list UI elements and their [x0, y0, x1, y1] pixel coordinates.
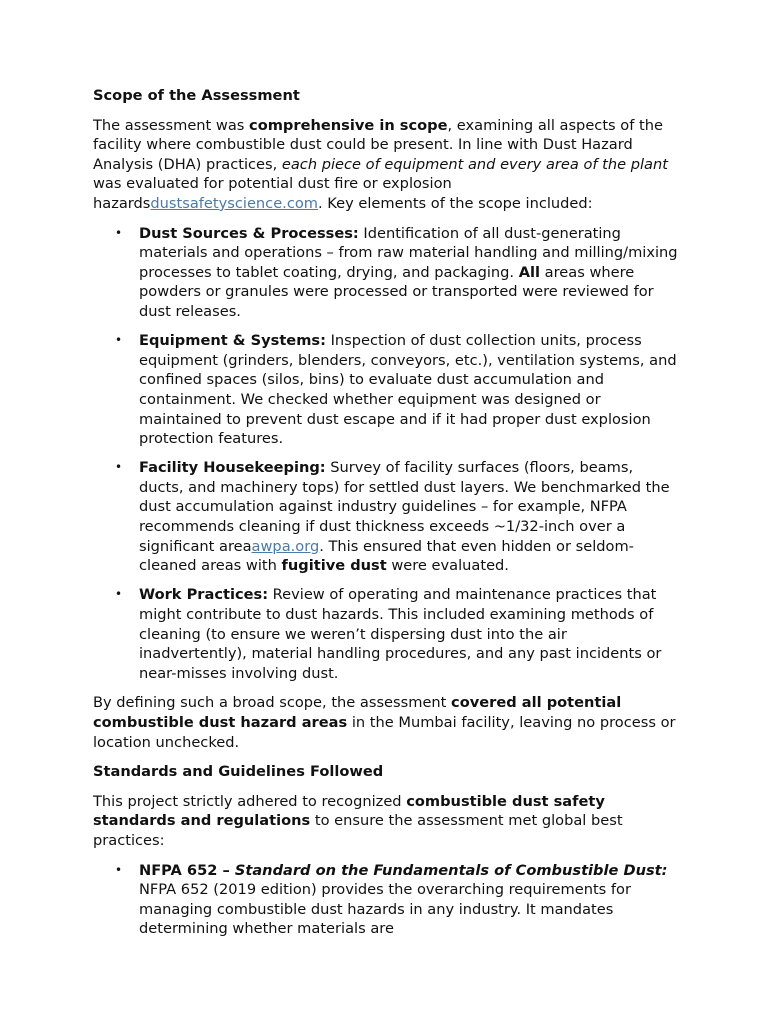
section-heading-scope: Scope of the Assessment	[93, 87, 300, 104]
text-run: Review of operating and maintenance practices that might contribute to dust hazards. This included examining methods of cleaning (to ensure we weren’t dispersing dust into the air inadvertently), material handling procedures, and any past incidents or near-misses involving dust.	[139, 586, 662, 682]
list-item-dust-sources	[115, 224, 678, 322]
awpa-link[interactable]: awpa.org	[251, 537, 320, 555]
list-item-work-practices	[115, 585, 678, 683]
item-label: Facility Housekeeping:	[139, 459, 326, 477]
text-run: , examining all aspects of the facility where combustible dust could be present. In line with Dust Hazard Analysis (DHA) practices,	[93, 116, 663, 173]
text-run: in the Mumbai facility, leaving no process or location unchecked.	[93, 714, 676, 751]
text-run: This project strictly adhered to recognized	[93, 792, 407, 810]
item-label: Dust Sources & Processes:	[139, 224, 359, 242]
bold-run: fugitive dust	[281, 557, 387, 575]
italic-run: each piece of equipment and every area of the plant	[281, 155, 668, 173]
text-run: NFPA 652 (2019 edition) provides the overarching requirements for managing combustible dust hazards in any industry. It mandates determining whether materials are	[139, 881, 631, 938]
section-heading-standards: Standards and Guidelines Followed	[93, 763, 384, 781]
bullet-icon: •	[115, 587, 123, 602]
bullet-icon: •	[115, 862, 123, 877]
item-label-italic: Standard on the Fundamentals of Combustible Dust:	[234, 861, 668, 879]
bullet-icon: •	[115, 460, 123, 475]
list-item-nfpa-652	[115, 861, 678, 939]
text-run: was evaluated for potential dust fire or explosion hazards	[93, 175, 452, 212]
text-run: By defining such a broad scope, the assessment	[93, 694, 452, 712]
text-run: . This ensured that even hidden or seldom-cleaned areas with	[139, 537, 634, 575]
item-label: NFPA 652 –	[139, 861, 235, 879]
bold-run: comprehensive in scope	[249, 116, 448, 134]
list-item-equipment-systems	[115, 331, 678, 449]
text-run: Identification of all dust-generating materials and operations – from raw material handling and milling/mixing processes to tablet coating, drying, and packaging.	[139, 224, 678, 281]
text-run: . Key elements of the scope included:	[318, 194, 593, 212]
bullet-icon: •	[115, 225, 123, 240]
standards-intro-paragraph	[93, 792, 678, 851]
item-label: Work Practices:	[139, 586, 269, 604]
scope-intro-paragraph	[93, 116, 678, 214]
text-run: Survey of facility surfaces (floors, beams, ducts, and machinery tops) for settled dust layers. We benchmarked the dust accumulation against industry guidelines – for example, NFPA recommends cleaning if dust thickness exceeds ~1/32-inch over a significant area	[139, 459, 670, 555]
standards-list	[93, 861, 678, 939]
list-item-facility-housekeeping	[115, 458, 678, 576]
item-label: Equipment & Systems:	[139, 332, 326, 350]
dustsafetyscience-link[interactable]: dustsafetyscience.com	[150, 194, 318, 212]
text-run: areas where powders or granules were processed or transported were reviewed for dust releases.	[139, 263, 654, 320]
scope-closing-paragraph	[93, 693, 678, 752]
text-run: Inspection of dust collection units, process equipment (grinders, blenders, conveyors, etc.), ventilation systems, and confined spaces (silos, bins) to evaluate dust accumulation and containment. We checked whether equipment was designed or maintained to prevent dust escape and if it had proper dust explosion protection features.	[139, 332, 677, 448]
bullet-icon: •	[115, 333, 123, 348]
scope-list	[93, 224, 678, 684]
bold-run: All	[518, 263, 541, 281]
document-page	[93, 86, 678, 949]
bold-run: combustible dust safety standards and regulations	[93, 792, 605, 830]
text-run: to ensure the assessment met global best practices:	[93, 812, 623, 849]
text-run: were evaluated.	[386, 557, 509, 575]
text-run: The assessment was	[93, 116, 250, 134]
bold-run: covered all potential combustible dust hazard areas	[93, 694, 622, 731]
